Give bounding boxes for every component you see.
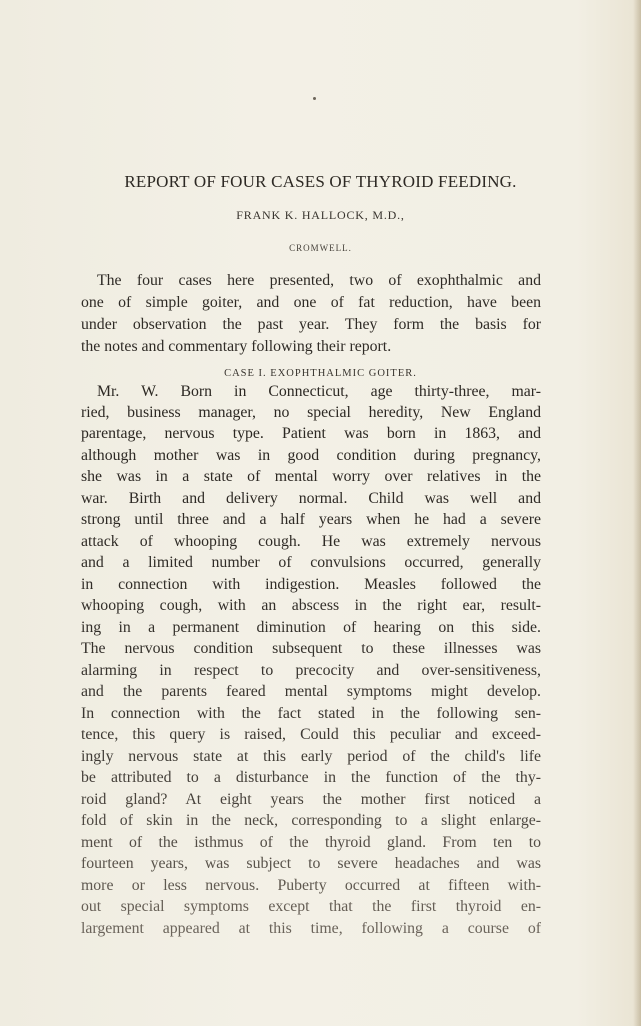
text-line: more or less nervous. Puberty occurred at fifteen with- <box>81 877 541 894</box>
text-line: out special symptoms except that the first thyroid en- <box>81 898 541 915</box>
text-line: The four cases here presented, two of exophthalmic and <box>97 272 541 289</box>
text-line: In connection with the fact stated in the following sen- <box>81 705 541 722</box>
text-line: under observation the past year. They form the basis for <box>81 316 541 333</box>
page-edge-shadow <box>633 0 641 1026</box>
text-line: and the parents feared mental symptoms might develop. <box>81 683 541 700</box>
text-line: attack of whooping cough. He was extremely nervous <box>81 533 541 550</box>
text-line: largement appeared at this time, following a course of <box>81 920 541 937</box>
text-line: fourteen years, was subject to severe headaches and was <box>81 855 541 872</box>
text-line: ing in a permanent diminution of hearing on this side. <box>81 619 541 636</box>
text-line: roid gland? At eight years the mother first noticed a <box>81 791 541 808</box>
paper-speck <box>313 97 316 100</box>
text-line: in connection with indigestion. Measles followed the <box>81 576 541 593</box>
text-line: tence, this query is raised, Could this peculiar and exceed- <box>81 726 541 743</box>
text-line: and a limited number of convulsions occurred, generally <box>81 554 541 571</box>
text-line: be attributed to a disturbance in the function of the thy- <box>81 769 541 786</box>
text-line: The nervous condition subsequent to these illnesses was <box>81 640 541 657</box>
text-line: alarming in respect to precocity and over-sensitiveness, <box>81 662 541 679</box>
text-line: ingly nervous state at this early period of the child's life <box>81 748 541 765</box>
text-line: fold of skin in the neck, corresponding to a slight enlarge- <box>81 812 541 829</box>
text-line: although mother was in good condition during pregnancy, <box>81 447 541 464</box>
text-line: parentage, nervous type. Patient was born in 1863, and <box>81 425 541 442</box>
text-line: war. Birth and delivery normal. Child was well and <box>81 490 541 507</box>
text-line: one of simple goiter, and one of fat reduction, have been <box>81 294 541 311</box>
author-location: CROMWELL. <box>289 243 352 253</box>
text-line: the notes and commentary following their report. <box>81 338 392 355</box>
text-line: Mr. W. Born in Connecticut, age thirty-three, mar- <box>97 383 541 400</box>
text-line: strong until three and a half years when he had a severe <box>81 511 541 528</box>
text-line: she was in a state of mental worry over relatives in the <box>81 468 541 485</box>
author-name: FRANK K. HALLOCK, M.D., <box>236 208 405 222</box>
article-title: REPORT OF FOUR CASES OF THYROID FEEDING. <box>124 172 517 191</box>
case-heading: CASE I. EXOPHTHALMIC GOITER. <box>224 368 417 379</box>
text-line: whooping cough, with an abscess in the right ear, result- <box>81 597 541 614</box>
text-line: ment of the isthmus of the thyroid gland. From ten to <box>81 834 541 851</box>
text-line: ried, business manager, no special heredity, New England <box>81 404 541 421</box>
